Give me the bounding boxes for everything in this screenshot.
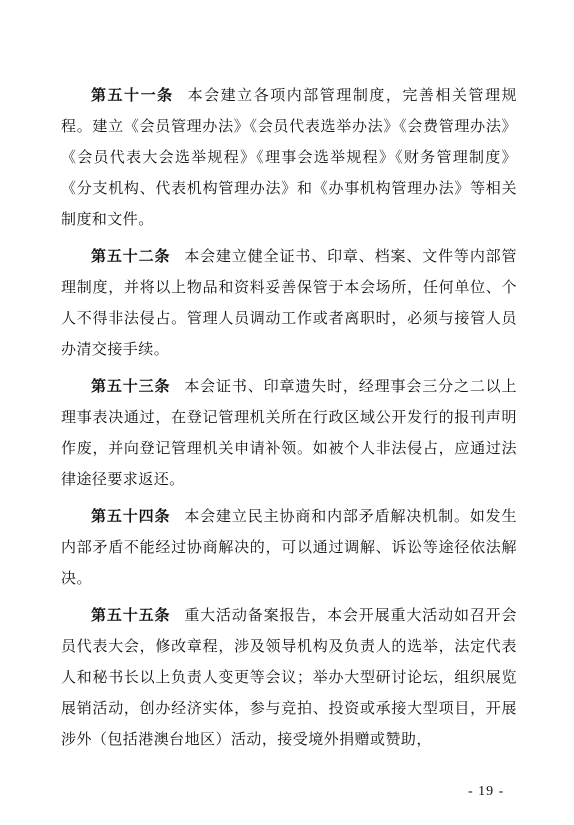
page-number: - 19 - — [468, 784, 505, 799]
article-title: 第五十三条 — [91, 377, 171, 395]
article-list — [61, 80, 517, 761]
article-title: 第五十二条 — [91, 247, 171, 265]
article-text: 重大活动备案报告，本会开展重大活动如召开会员代表大会，修改章程，涉及领导机构及负责人的选举，法定代表人和秘书长以上负责人变更等会议；举办大型研讨论坛，组织展览展销活动，创办经济实体，参与竞拍、投资或承接大型项目，开展涉外（包括港澳台地区）活动，接受境外捐赠或赞助， — [61, 606, 517, 748]
article-text: 本会证书、印章遗失时，经理事会三分之二以上理事表决通过，在登记管理机关所在行政区域公开发行的报刊声明作废，并向登记管理机关申请补领。如被个人非法侵占，应通过法律途径要求返还。 — [61, 377, 517, 488]
article-title: 第五十一条 — [91, 86, 174, 104]
article-53 — [61, 371, 517, 495]
article-55 — [61, 600, 517, 755]
article-54 — [61, 501, 517, 594]
article-text: 本会建立民主协商和内部矛盾解决机制。如发生内部矛盾不能经过协商解决的，可以通过调解、诉讼等途径依法解决。 — [61, 507, 517, 587]
article-52 — [61, 241, 517, 365]
article-text: 本会建立健全证书、印章、档案、文件等内部管理制度，并将以上物品和资料妥善保管于本会场所，任何单位、个人不得非法侵占。管理人员调动工作或者离职时，必须与接管人员办清交接手续。 — [61, 247, 517, 358]
article-51 — [61, 80, 517, 235]
article-title: 第五十五条 — [91, 606, 171, 624]
article-text: 本会建立各项内部管理制度，完善相关管理规程。建立《会员管理办法》《会员代表选举办法》《会费管理办法》《会员代表大会选举规程》《理事会选举规程》《财务管理制度》《分支机构、代表机构管理办法》和《办事机构管理办法》等相关制度和文件。 — [61, 86, 517, 228]
article-title: 第五十四条 — [91, 507, 171, 525]
